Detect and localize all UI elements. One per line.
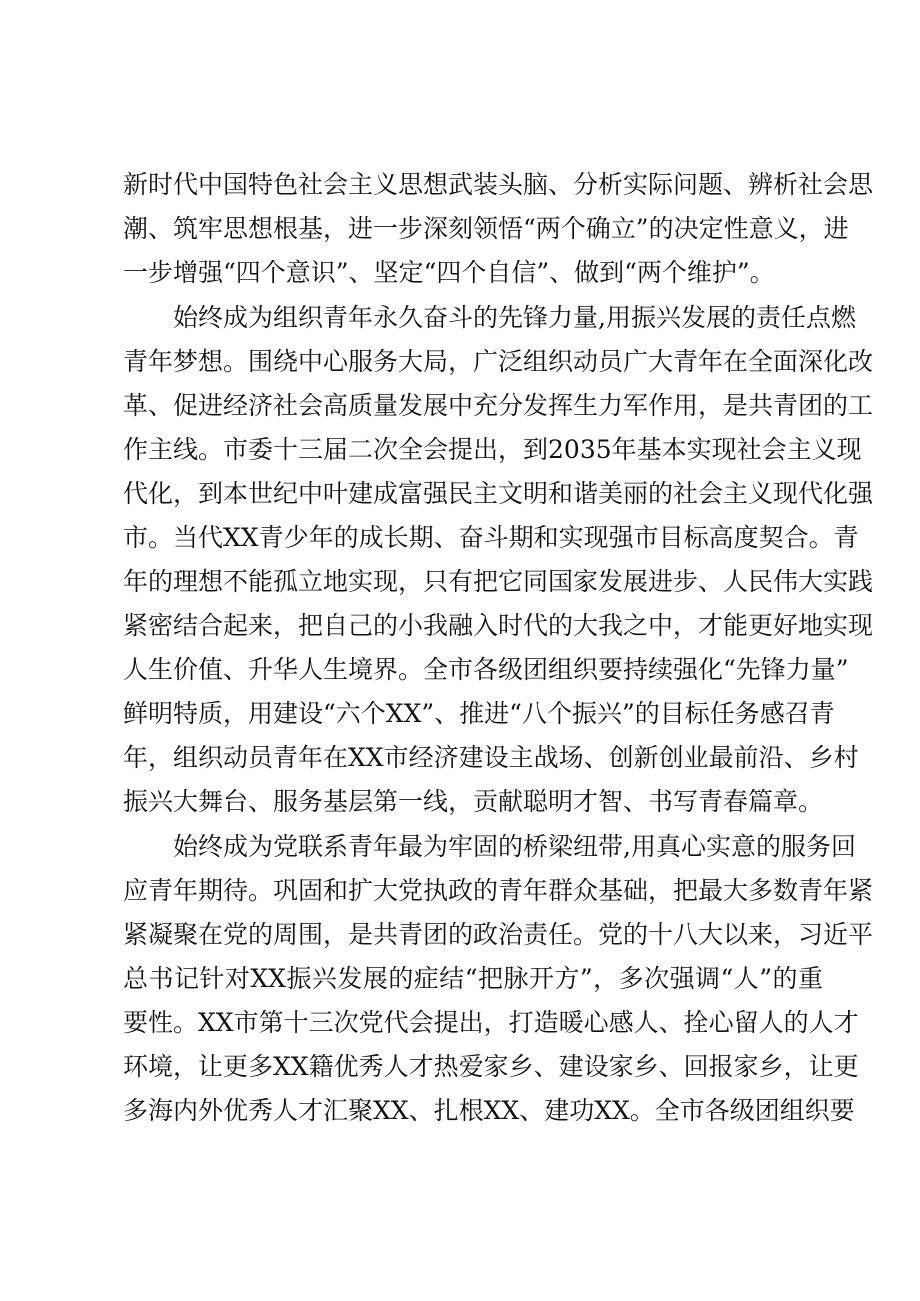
text-line: 作主线。市委十三届二次全会提出，到2035年基本实现社会主义现: [123, 435, 862, 464]
text-line: 人生价值、升华人生境界。全市各级团组织要持续强化“先锋力量”: [123, 655, 849, 684]
text-line: 要性。XX市第十三次党代会提出，打造暖心感人、拴心留人的人才: [123, 1008, 859, 1037]
text-line: 鲜明特质，用建设“六个XX”、推进“八个振兴”的目标任务感召青: [123, 699, 835, 728]
text-line: 一步增强“四个意识”、坚定“四个自信”、做到“两个维护”。: [123, 258, 775, 287]
text-line: 紧密结合起来，把自己的小我融入时代的大我之中，才能更好地实现: [123, 611, 874, 640]
text-line: 总书记针对XX振兴发展的症结“把脉开方”，多次强调“人”的重: [123, 964, 823, 993]
text-line: 新时代中国特色社会主义思想武装头脑、分析实际问题、辨析社会思: [123, 170, 874, 199]
text-line: 青年梦想。围绕中心服务大局，广泛组织动员广大青年在全面深化改: [123, 347, 874, 376]
text-line: 潮、筑牢思想根基，进一步深刻领悟“两个确立”的决定性意义，进: [123, 214, 849, 243]
text-line: 多海内外优秀人才汇聚XX、扎根XX、建功XX。全市各级团组织要: [123, 1096, 855, 1125]
text-line: 振兴大舞台、服务基层第一线，贡献聪明才智、书写青春篇章。: [123, 787, 824, 816]
text-line: 革、促进经济社会高质量发展中充分发挥生力军作用，是共青团的工: [123, 391, 874, 420]
text-line: 应青年期待。巩固和扩大党执政的青年群众基础，把最大多数青年紧: [123, 876, 874, 905]
text-line: 始终成为党联系青年最为牢固的桥梁纽带,用真心实意的服务回: [173, 832, 856, 861]
text-line: 环境，让更多XX籍优秀人才热爱家乡、建设家乡、回报家乡，让更: [123, 1052, 859, 1081]
text-line: 市。当代XX青少年的成长期、奋斗期和实现强市目标高度契合。青: [123, 523, 859, 552]
text-line: 代化，到本世纪中叶建成富强民主文明和谐美丽的社会主义现代化强: [123, 479, 874, 508]
text-line: 始终成为组织青年永久奋斗的先锋力量,用振兴发展的责任点燃: [173, 303, 856, 332]
text-line: 年的理想不能孤立地实现，只有把它同国家发展进步、人民伟大实践: [123, 567, 874, 596]
text-line: 紧凝聚在党的周围，是共青团的政治责任。党的十八大以来，习近平: [123, 920, 874, 949]
text-line: 年，组织动员青年在XX市经济建设主战场、创新创业最前沿、乡村: [123, 743, 859, 772]
